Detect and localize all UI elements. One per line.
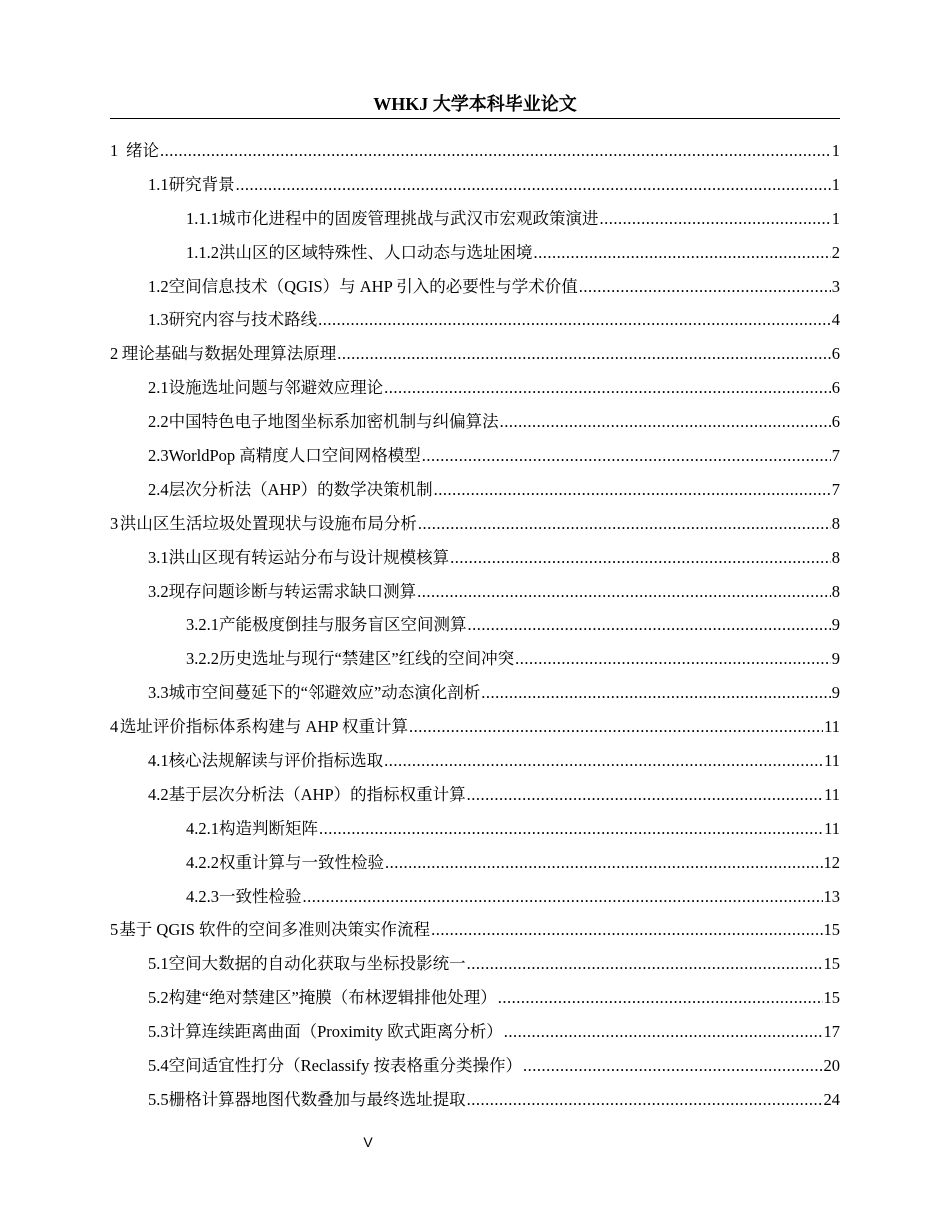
toc-entry-level-1[interactable]	[0, 507, 950, 541]
toc-dot-leader	[515, 642, 831, 676]
toc-dot-leader	[318, 303, 831, 337]
toc-entry-page: 8	[831, 547, 840, 567]
toc-entry-level-2[interactable]	[0, 303, 950, 337]
toc-entry-level-2[interactable]	[0, 1083, 950, 1117]
toc-entry-page: 9	[831, 615, 840, 635]
toc-entry-page: 2	[831, 242, 840, 262]
toc-entry-title: 选址评价指标体系构建与 AHP 权重计算	[119, 717, 408, 737]
toc-entry-page: 7	[831, 479, 840, 499]
toc-entry-number: 1.1.1	[186, 208, 219, 228]
toc-entry-number: 3.3	[148, 683, 169, 703]
toc-entry-page: 12	[823, 852, 840, 872]
toc-entry-title: 绪论	[125, 141, 159, 160]
toc-entry-level-2[interactable]	[0, 575, 950, 609]
toc-dot-leader	[467, 947, 823, 981]
toc-dot-leader	[236, 168, 831, 202]
toc-dot-leader	[450, 541, 831, 575]
toc-entry-title: 洪山区现有转运站分布与设计规模核算	[168, 547, 450, 567]
toc-entry-level-2[interactable]	[0, 1015, 950, 1049]
table-of-contents	[0, 134, 950, 1117]
toc-entry-number: 3	[110, 513, 119, 533]
toc-dot-leader	[418, 507, 831, 541]
toc-entry-number: 5.1	[148, 954, 169, 974]
toc-entry-page: 11	[824, 818, 840, 838]
toc-dot-leader	[481, 676, 830, 710]
toc-entry-level-2[interactable]	[0, 778, 950, 812]
toc-entry-title: 城市化进程中的固废管理挑战与武汉市宏观政策演进	[219, 208, 599, 228]
toc-entry-page: 13	[823, 886, 840, 906]
toc-entry-number: 1	[110, 141, 119, 160]
toc-entry-title: 权重计算与一致性检验	[219, 852, 384, 872]
toc-dot-leader	[600, 202, 831, 236]
toc-dot-leader	[384, 371, 831, 405]
toc-entry-number: 2.1	[148, 378, 169, 398]
toc-entry-title: 构造判断矩阵	[219, 818, 318, 838]
toc-entry-level-3[interactable]	[0, 202, 950, 236]
toc-dot-leader	[523, 1049, 823, 1083]
toc-entry-page: 9	[831, 683, 840, 703]
toc-entry-number: 2.4	[148, 479, 169, 499]
toc-entry-number: 3.2.2	[186, 649, 219, 669]
toc-dot-leader	[434, 473, 831, 507]
toc-entry-title: 洪山区的区域特殊性、人口动态与选址困境	[219, 242, 533, 262]
toc-entry-level-1[interactable]	[0, 337, 950, 371]
toc-entry-number: 4	[110, 717, 119, 737]
toc-entry-level-3[interactable]	[0, 642, 950, 676]
toc-dot-leader	[417, 575, 831, 609]
toc-entry-page: 6	[831, 412, 840, 432]
toc-entry-page: 11	[824, 717, 840, 737]
toc-entry-title: 空间信息技术（QGIS）与 AHP 引入的必要性与学术价值	[168, 276, 578, 296]
toc-dot-leader	[498, 981, 823, 1015]
toc-entry-number: 4.2.1	[186, 818, 219, 838]
toc-dot-leader	[384, 744, 823, 778]
toc-dot-leader	[385, 846, 823, 880]
toc-entry-page: 11	[824, 784, 840, 804]
toc-entry-level-1[interactable]	[0, 913, 950, 947]
toc-dot-leader	[468, 608, 831, 642]
toc-dot-leader	[422, 439, 831, 473]
toc-entry-title: 理论基础与数据处理算法原理	[121, 344, 337, 364]
toc-entry-title: 计算连续距离曲面（Proximity 欧式距离分析）	[168, 1022, 503, 1042]
toc-entry-number: 1.2	[148, 276, 169, 296]
toc-dot-leader	[337, 337, 831, 371]
toc-entry-title: 基于 QGIS 软件的空间多准则决策实作流程	[119, 920, 431, 940]
toc-dot-leader	[319, 812, 823, 846]
toc-entry-page: 8	[831, 513, 840, 533]
toc-dot-leader	[504, 1015, 823, 1049]
toc-entry-title: 研究内容与技术路线	[168, 310, 318, 330]
toc-entry-level-3[interactable]	[0, 880, 950, 914]
toc-entry-page: 1	[831, 208, 840, 228]
toc-entry-number: 2.2	[148, 412, 169, 432]
running-header: WHKJ 大学本科毕业论文	[110, 92, 840, 119]
toc-entry-title: 层次分析法（AHP）的数学决策机制	[168, 479, 433, 499]
toc-entry-number: 5.4	[148, 1056, 169, 1076]
toc-entry-page: 17	[823, 1022, 840, 1042]
toc-dot-leader	[467, 1083, 823, 1117]
toc-entry-page: 15	[823, 954, 840, 974]
toc-entry-title: 产能极度倒挂与服务盲区空间测算	[219, 615, 467, 635]
toc-entry-number: 1.1	[148, 174, 169, 194]
toc-entry-number: 3.2	[148, 581, 169, 601]
toc-entry-number: 5.2	[148, 988, 169, 1008]
toc-entry-level-2[interactable]	[0, 473, 950, 507]
page-number: V	[363, 1134, 373, 1150]
toc-entry-number: 4.2.2	[186, 852, 219, 872]
toc-entry-title: 城市空间蔓延下的“邻避效应”动态演化剖析	[168, 683, 481, 703]
toc-entry-number: 3.2.1	[186, 615, 219, 635]
toc-entry-page: 4	[831, 310, 840, 330]
toc-entry-page: 15	[823, 988, 840, 1008]
toc-entry-level-2[interactable]	[0, 371, 950, 405]
toc-entry-page: 6	[831, 344, 840, 364]
toc-entry-level-2[interactable]	[0, 676, 950, 710]
toc-entry-title: 现存问题诊断与转运需求缺口测算	[168, 581, 417, 601]
toc-entry-level-3[interactable]	[0, 236, 950, 270]
toc-entry-number: 1.1.2	[186, 242, 219, 262]
toc-entry-page: 8	[831, 581, 840, 601]
toc-entry-page: 1	[831, 141, 840, 160]
toc-entry-number: 4.2.3	[186, 886, 219, 906]
toc-entry-level-1[interactable]	[0, 710, 950, 744]
toc-entry-page: 6	[831, 378, 840, 398]
toc-entry-level-3[interactable]	[0, 812, 950, 846]
toc-entry-level-2[interactable]	[0, 541, 950, 575]
toc-entry-number: 3.1	[148, 547, 169, 567]
toc-entry-title: 设施选址问题与邻避效应理论	[168, 378, 384, 398]
toc-entry-title: 洪山区生活垃圾处置现状与设施布局分析	[119, 513, 417, 533]
toc-entry-title: 一致性检验	[219, 886, 302, 906]
toc-entry-number: 1.3	[148, 310, 169, 330]
toc-entry-page: 11	[824, 751, 840, 771]
toc-entry-level-2[interactable]	[0, 270, 950, 304]
toc-entry-level-3[interactable]	[0, 846, 950, 880]
toc-dot-leader	[500, 405, 831, 439]
toc-entry-title: 基于层次分析法（AHP）的指标权重计算	[168, 784, 466, 804]
toc-entry-number: 4.1	[148, 751, 169, 771]
toc-entry-level-3[interactable]	[0, 608, 950, 642]
toc-dot-leader	[160, 134, 831, 168]
toc-entry-level-2[interactable]	[0, 981, 950, 1015]
toc-dot-leader	[534, 236, 831, 270]
toc-entry-title: WorldPop 高精度人口空间网格模型	[168, 446, 421, 466]
toc-entry-level-2[interactable]	[0, 744, 950, 778]
toc-dot-leader	[579, 270, 831, 304]
toc-entry-level-1[interactable]	[0, 134, 950, 168]
toc-entry-number: 5	[110, 920, 119, 940]
toc-entry-number: 2.3	[148, 446, 169, 466]
toc-entry-page: 3	[831, 276, 840, 296]
toc-entry-page: 9	[831, 649, 840, 669]
toc-entry-level-2[interactable]	[0, 168, 950, 202]
toc-entry-level-2[interactable]	[0, 947, 950, 981]
toc-entry-page: 1	[831, 174, 840, 194]
toc-dot-leader	[409, 710, 823, 744]
toc-dot-leader	[467, 778, 823, 812]
toc-entry-page: 20	[823, 1056, 840, 1076]
toc-entry-number: 5.3	[148, 1022, 169, 1042]
toc-entry-page: 24	[823, 1089, 840, 1109]
toc-entry-page: 15	[823, 920, 840, 940]
toc-entry-level-2[interactable]	[0, 439, 950, 473]
toc-entry-number: 5.5	[148, 1089, 169, 1109]
toc-dot-leader	[431, 913, 822, 947]
toc-dot-leader	[303, 880, 823, 914]
toc-entry-level-2[interactable]	[0, 405, 950, 439]
toc-entry-title: 栅格计算器地图代数叠加与最终选址提取	[168, 1089, 466, 1109]
toc-entry-title: 研究背景	[168, 174, 235, 194]
toc-entry-title: 构建“绝对禁建区”掩膜（布林逻辑排他处理）	[168, 988, 497, 1008]
toc-entry-title: 中国特色电子地图坐标系加密机制与纠偏算法	[168, 412, 499, 432]
toc-entry-level-2[interactable]	[0, 1049, 950, 1083]
toc-entry-title: 核心法规解读与评价指标选取	[168, 751, 384, 771]
toc-entry-page: 7	[831, 446, 840, 466]
toc-entry-title: 空间适宜性打分（Reclassify 按表格重分类操作）	[168, 1056, 522, 1076]
toc-entry-number: 4.2	[148, 784, 169, 804]
toc-entry-title: 空间大数据的自动化获取与坐标投影统一	[168, 954, 466, 974]
toc-entry-title: 历史选址与现行“禁建区”红线的空间冲突	[219, 649, 515, 669]
toc-entry-number: 2	[110, 344, 119, 364]
